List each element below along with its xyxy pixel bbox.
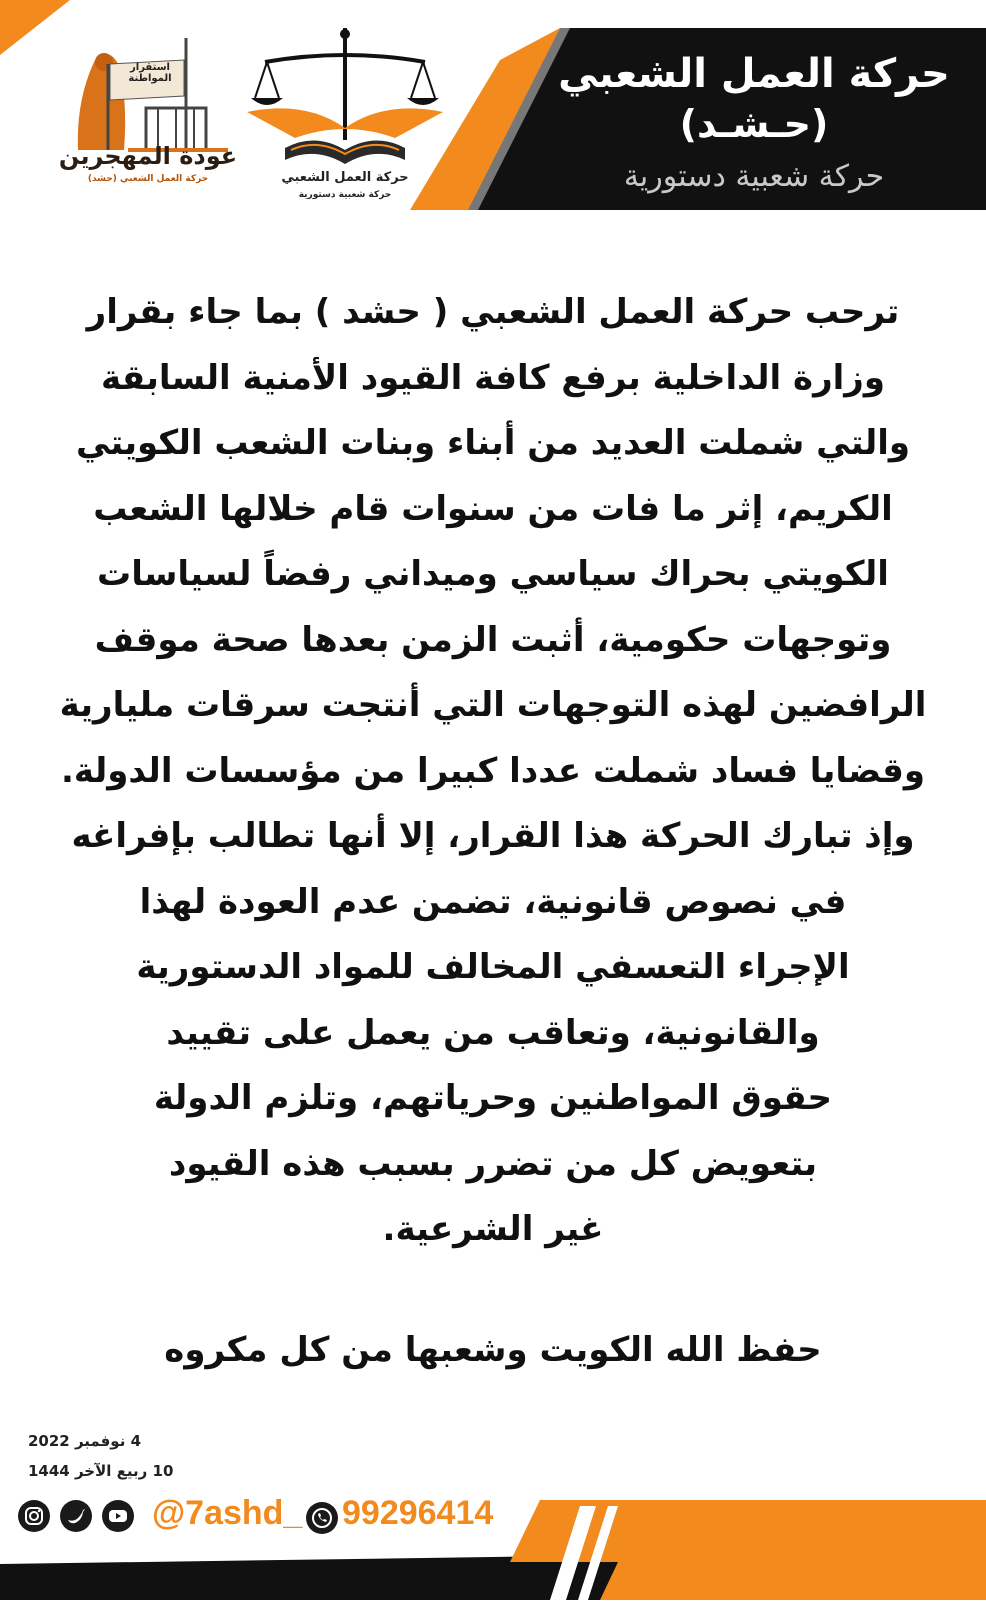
org-abbreviation: (حـشـد)	[679, 102, 829, 146]
statement-line: والتي شملت العديد من أبناء وبنات الشعب الكويتي	[75, 423, 910, 463]
statement-line: الرافضين لهذه التوجهات التي أنتجت سرقات مليارية	[59, 685, 927, 725]
instagram-icon[interactable]	[18, 1500, 50, 1532]
gregorian-date: 4 نوفمبر 2022	[28, 1432, 142, 1450]
statement-line: وتوجهات حكومية، أثبت الزمن بعدها صحة موقف	[94, 619, 892, 660]
statement-line: والقانونية، وتعاقب من يعمل على تقييد	[166, 1012, 820, 1053]
movement-logo	[245, 20, 445, 215]
movement-logo-name: حركة العمل الشعبي	[281, 170, 409, 185]
org-name: حركة العمل الشعبي	[558, 51, 950, 97]
social-handle[interactable]: @7ashd_	[152, 1494, 303, 1532]
statement-line: ترحب حركة العمل الشعبي ( حشد ) بما جاء بقرار	[86, 292, 900, 332]
statement-line: بتعويض كل من تضرر بسبب هذه القيود	[168, 1143, 818, 1184]
phone-number[interactable]: 99296414	[342, 1494, 494, 1532]
youtube-icon[interactable]	[102, 1500, 134, 1532]
statement-line: وقضايا فساد شملت عددا كبيرا من مؤسسات الدولة.	[60, 750, 925, 791]
statement-line: الإجراء التعسفي المخالف للمواد الدستورية	[136, 947, 850, 987]
org-tagline: حركة شعبية دستورية	[623, 159, 885, 194]
twitter-icon[interactable]	[60, 1500, 92, 1532]
statement-line: في نصوص قانونية، تضمن عدم العودة لهذا	[139, 881, 847, 922]
statement-body	[10, 280, 976, 1263]
statement-line: الكريم، إثر ما فات من سنوات قام خلالها الشعب	[93, 488, 893, 529]
hijri-date: 10 ربيع الآخر 1444	[28, 1462, 174, 1480]
return-logo-title: عودة المهجرين	[58, 142, 238, 170]
whatsapp-icon[interactable]	[306, 1502, 338, 1534]
statement-line: غير الشرعية.	[382, 1209, 604, 1249]
return-logo-subtitle: حركة العمل الشعبي (حشد)	[87, 174, 209, 184]
statement-line: حقوق المواطنين وحرياتهم، وتلزم الدولة	[153, 1078, 833, 1118]
movement-logo-tagline: حركة شعبية دستورية	[298, 190, 392, 200]
closing-prayer: حفظ الله الكويت وشعبها من كل مكروه	[164, 1330, 822, 1370]
statement-line: الكويتي بحراك سياسي وميداني رفضاً لسياسات	[97, 554, 889, 594]
statement-line: وإذ تبارك الحركة هذا القرار، إلا أنها تطالب بإفراغه	[71, 816, 915, 856]
statement-line: وزارة الداخلية برفع كافة القيود الأمنية السابقة	[100, 357, 886, 398]
return-logo-banner-text: استقرار المواطنة	[128, 62, 172, 84]
scales-of-justice-icon	[245, 20, 445, 170]
